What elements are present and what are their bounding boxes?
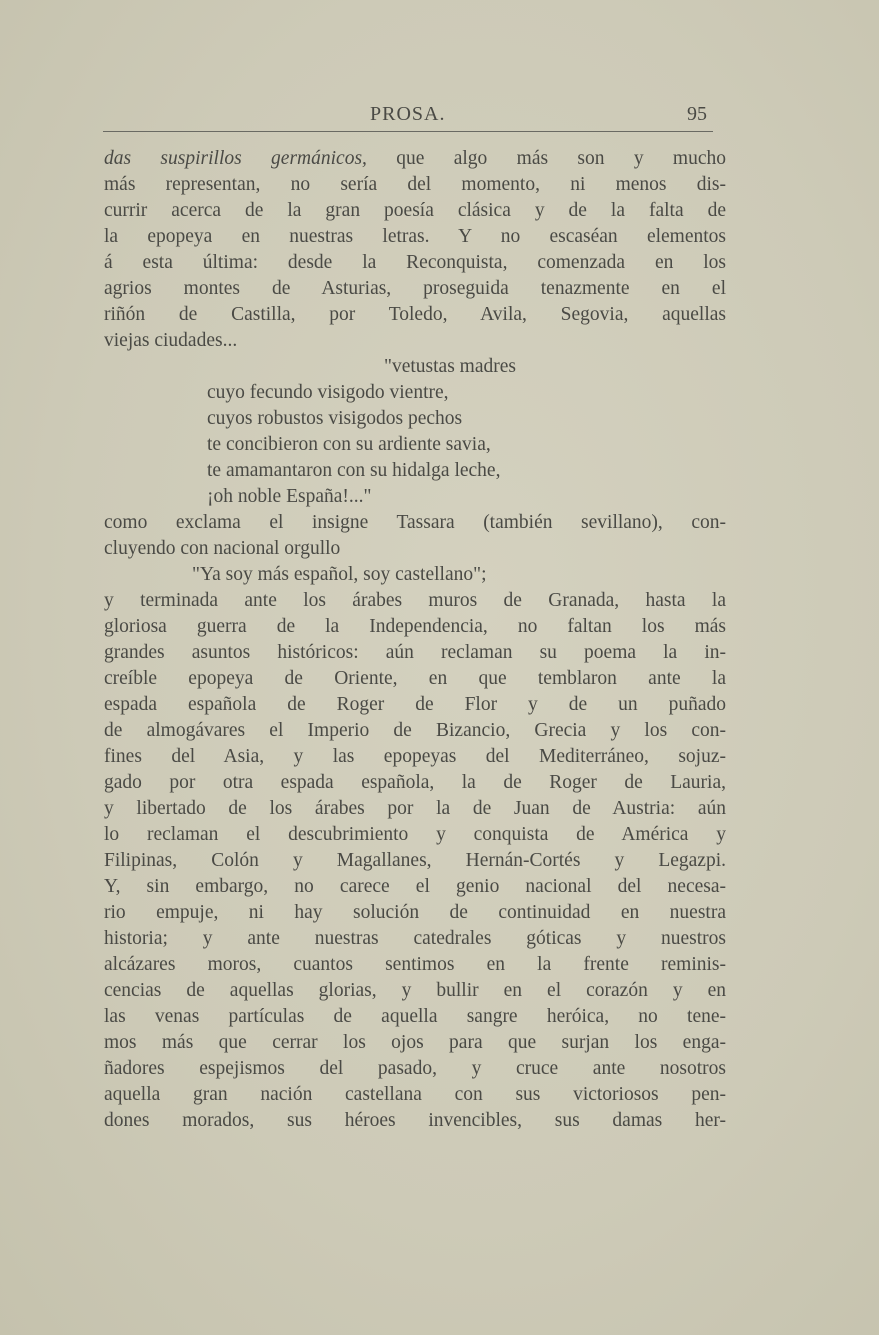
verse-line: te concibieron con su ardiente savia, [207, 434, 491, 455]
text-line: historia; y ante nuestras catedrales góticas y nuestros [104, 928, 726, 949]
text-line: Filipinas, Colón y Magallanes, Hernán-Cortés y Legazpi. [104, 850, 726, 871]
text-line: cluyendo con nacional orgullo [104, 538, 341, 559]
text-line: riñón de Castilla, por Toledo, Avila, Segovia, aquellas [104, 304, 726, 325]
text-line: de almogávares el Imperio de Bizancio, Grecia y los con- [104, 720, 726, 741]
text-line: dones morados, sus héroes invencibles, sus damas her- [104, 1110, 726, 1131]
text-line: fines del Asia, y las epopeyas del Mediterráneo, sojuz- [104, 746, 726, 767]
text-line: grandes asuntos históricos: aún reclaman su poema la in- [104, 642, 726, 663]
text-line: mos más que cerrar los ojos para que surjan los enga- [104, 1032, 726, 1053]
text-line: agrios montes de Asturias, proseguida tenazmente en el [104, 278, 726, 299]
verse-line: ¡oh noble España!..." [207, 486, 372, 507]
verse-line: cuyos robustos visigodos pechos [207, 408, 463, 429]
text-line: las venas partículas de aquella sangre heróica, no tene- [104, 1006, 726, 1027]
text-line: más representan, no sería del momento, ni menos dis- [104, 174, 726, 195]
text-line: espada española de Roger de Flor y de un puñado [104, 694, 726, 715]
text-line: Y, sin embargo, no carece el genio nacional del necesa- [104, 876, 726, 897]
page-header [103, 103, 713, 129]
text-line: alcázares moros, cuantos sentimos en la frente reminis- [104, 954, 726, 975]
quoted-verse: "Ya soy más español, soy castellano"; [192, 564, 487, 585]
header-rule [103, 131, 713, 132]
text-line: gado por otra espada española, la de Roger de Lauria, [104, 772, 726, 793]
text-line: currir acerca de la gran poesía clásica y de la falta de [104, 200, 726, 221]
text-line: aquella gran nación castellana con sus victoriosos pen- [104, 1084, 726, 1105]
running-title: PROSA. [370, 103, 446, 125]
text-line: lo reclaman el descubrimiento y conquista de América y [104, 824, 726, 845]
text-line: gloriosa guerra de la Independencia, no faltan los más [104, 616, 726, 637]
text-line [104, 146, 726, 172]
verse-line: te amamantaron con su hidalga leche, [207, 460, 501, 481]
text-fragment: que algo más son y mucho [366, 148, 726, 169]
italic-phrase: das suspirillos germánicos, [104, 148, 367, 169]
text-line: y terminada ante los árabes muros de Granada, hasta la [104, 590, 726, 611]
text-line: á esta última: desde la Reconquista, comenzada en los [104, 252, 726, 273]
text-line: cencias de aquellas glorias, y bullir en el corazón y en [104, 980, 726, 1001]
text-line: rio empuje, ni hay solución de continuidad en nuestra [104, 902, 726, 923]
text-line: creíble epopeya de Oriente, en que temblaron ante la [104, 668, 726, 689]
text-line: la epopeya en nuestras letras. Y no escaséan elementos [104, 226, 726, 247]
verse-line: cuyo fecundo visigodo vientre, [207, 382, 449, 403]
text-line: ñadores espejismos del pasado, y cruce ante nosotros [104, 1058, 726, 1079]
page-number: 95 [687, 103, 707, 125]
verse-line: "vetustas madres [384, 356, 516, 377]
text-line: y libertado de los árabes por la de Juan de Austria: aún [104, 798, 726, 819]
text-line: viejas ciudades... [104, 330, 238, 351]
text-line: como exclama el insigne Tassara (también sevillano), con- [104, 512, 726, 533]
body-text [104, 146, 726, 1134]
